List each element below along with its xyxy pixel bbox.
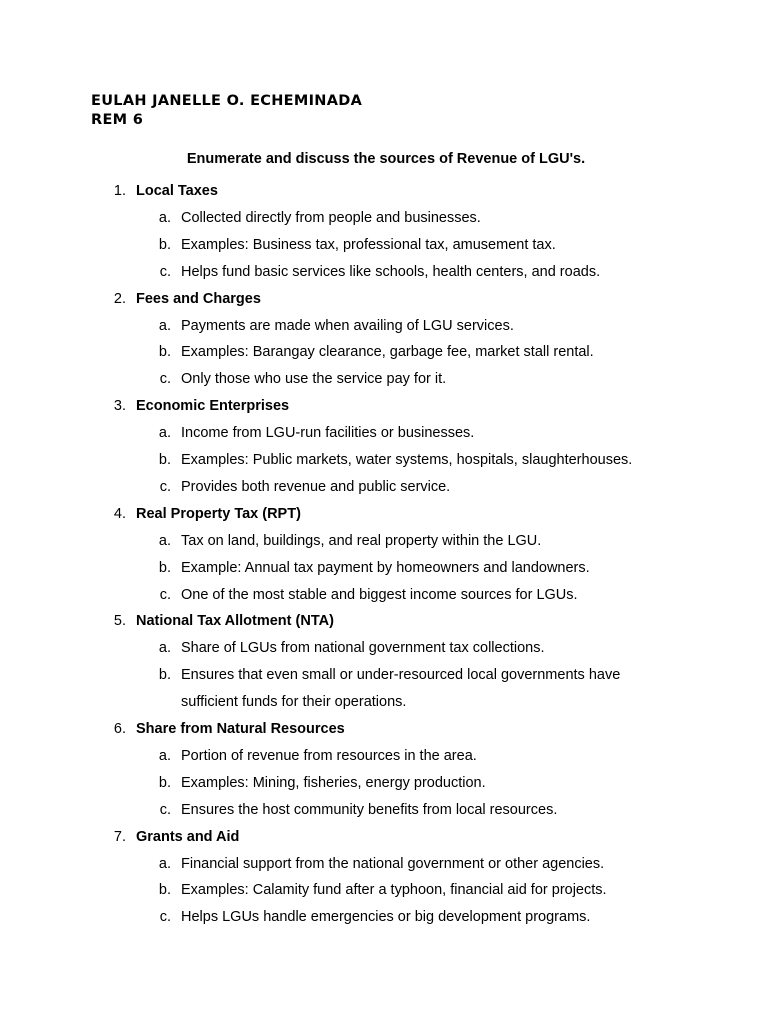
- sub-item-text: Examples: Public markets, water systems, hospitals, slaughterhouses.: [181, 452, 633, 469]
- sub-item-letter: a.: [158, 425, 171, 442]
- author-name: EULAH JANELLE O. ECHEMINADA: [91, 93, 363, 109]
- sub-item-text: Helps LGUs handle emergencies or big development programs.: [181, 909, 591, 926]
- document-title: Enumerate and discuss the sources of Revenue of LGU's.: [186, 151, 586, 167]
- section-number: 3.: [113, 398, 126, 415]
- sub-item-letter: b.: [158, 236, 171, 253]
- sub-item-letter: a.: [158, 747, 171, 764]
- section-heading: [0, 178, 768, 205]
- sub-item-letter: c.: [159, 371, 171, 388]
- sub-item-letter: b.: [158, 559, 171, 576]
- sub-item: [0, 582, 768, 609]
- sub-item: [0, 313, 768, 340]
- section-number: 5.: [113, 613, 126, 630]
- sub-item-letter: a.: [158, 855, 171, 872]
- sub-item-text: Helps fund basic services like schools, health centers, and roads.: [181, 263, 601, 280]
- sub-item-letter: c.: [159, 801, 171, 818]
- list-item: [0, 824, 768, 932]
- sub-item: [0, 339, 768, 366]
- sub-item: [0, 635, 768, 662]
- sub-item: [0, 259, 768, 286]
- sub-item-text: Examples: Calamity fund after a typhoon, financial aid for projects.: [181, 882, 607, 899]
- sub-item: [0, 877, 768, 904]
- list-item: [0, 286, 768, 394]
- sub-item-text: Ensures the host community benefits from local resources.: [181, 801, 558, 818]
- sub-item: [0, 662, 768, 716]
- sub-item-text: Only those who use the service pay for it.: [181, 371, 447, 388]
- sub-item: [0, 797, 768, 824]
- sub-item: [0, 770, 768, 797]
- sub-item-text: Financial support from the national government or other agencies.: [181, 855, 605, 872]
- sub-item-text: Examples: Mining, fisheries, energy production.: [181, 774, 486, 791]
- section-number: 7.: [113, 828, 126, 845]
- sub-item-letter: c.: [159, 263, 171, 280]
- sub-item: [0, 904, 768, 931]
- sub-item-letter: a.: [158, 317, 171, 334]
- document-header: [91, 92, 362, 130]
- sub-item: [0, 743, 768, 770]
- sub-item-letter: a.: [158, 640, 171, 657]
- sub-item-letter: c.: [159, 909, 171, 926]
- sub-item-text: Collected directly from people and businesses.: [181, 209, 481, 226]
- section-title: Economic Enterprises: [136, 398, 290, 415]
- section-heading: [0, 501, 768, 528]
- list-item: [0, 608, 768, 716]
- sub-item-text: Payments are made when availing of LGU services.: [181, 317, 514, 334]
- section-heading: [0, 608, 768, 635]
- list-item: [0, 716, 768, 824]
- sub-item-letter: c.: [159, 586, 171, 603]
- sub-item: [0, 851, 768, 878]
- section-title: Grants and Aid: [136, 828, 240, 845]
- sub-item-text: Ensures that even small or under-resourced local governments have sufficient funds for their operations.: [181, 667, 621, 711]
- sub-item-text: Income from LGU-run facilities or businesses.: [181, 425, 475, 442]
- sub-item: [0, 232, 768, 259]
- section-title: Local Taxes: [136, 183, 218, 199]
- sub-item-text: Examples: Barangay clearance, garbage fee, market stall rental.: [181, 344, 594, 361]
- sub-item-letter: b.: [158, 667, 171, 684]
- sub-item-letter: b.: [158, 344, 171, 361]
- sub-item-letter: a.: [158, 532, 171, 549]
- course-code: REM 6: [91, 112, 144, 128]
- sub-item-text: One of the most stable and biggest income sources for LGUs.: [181, 586, 578, 603]
- sub-item-letter: b.: [158, 452, 171, 469]
- sub-item-text: Example: Annual tax payment by homeowners and landowners.: [181, 559, 590, 576]
- section-number: 2.: [113, 290, 126, 307]
- sub-item-text: Tax on land, buildings, and real property within the LGU.: [181, 532, 542, 549]
- list-item: [0, 501, 768, 609]
- section-number: 1.: [113, 183, 126, 199]
- sub-item: [0, 205, 768, 232]
- section-title: Share from Natural Resources: [136, 721, 345, 738]
- list-item: [0, 178, 768, 286]
- list-item: [0, 393, 768, 501]
- revenue-sources-list: [0, 178, 768, 931]
- sub-item: [0, 366, 768, 393]
- section-title: Fees and Charges: [136, 290, 261, 307]
- sub-item: [0, 474, 768, 501]
- sub-item-letter: b.: [158, 882, 171, 899]
- sub-item-letter: b.: [158, 774, 171, 791]
- section-title: Real Property Tax (RPT): [136, 505, 301, 522]
- sub-item-letter: a.: [158, 209, 171, 226]
- sub-item-text: Share of LGUs from national government tax collections.: [181, 640, 545, 657]
- sub-item-text: Examples: Business tax, professional tax, amusement tax.: [181, 236, 556, 253]
- section-heading: [0, 286, 768, 313]
- sub-item-letter: c.: [159, 478, 171, 495]
- section-title: National Tax Allotment (NTA): [136, 613, 334, 630]
- sub-item: [0, 420, 768, 447]
- sub-item: [0, 528, 768, 555]
- section-number: 6.: [113, 721, 126, 738]
- sub-item-text: Provides both revenue and public service.: [181, 478, 451, 495]
- section-heading: [0, 393, 768, 420]
- section-heading: [0, 824, 768, 851]
- sub-item-text: Portion of revenue from resources in the area.: [181, 747, 477, 764]
- section-number: 4.: [113, 505, 126, 522]
- sub-item: [0, 447, 768, 474]
- sub-item: [0, 555, 768, 582]
- section-heading: [0, 716, 768, 743]
